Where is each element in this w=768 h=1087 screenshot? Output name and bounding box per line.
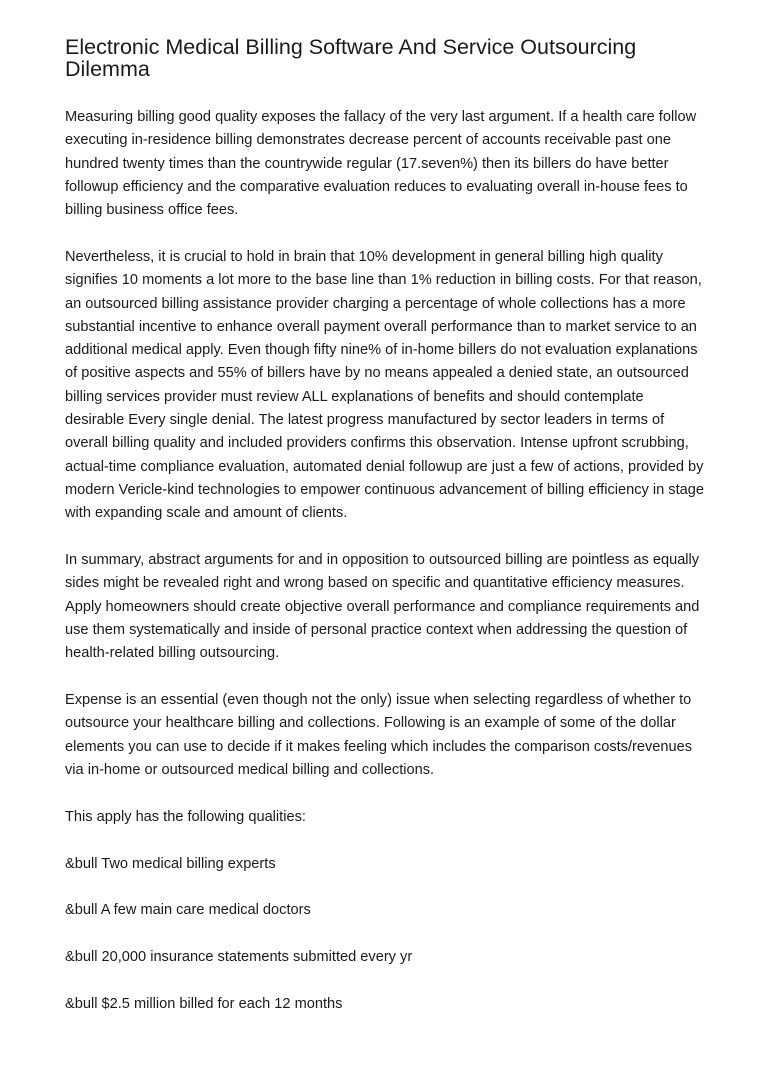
paragraph: Nevertheless, it is crucial to hold in brain that 10% development in general billing high quality signifies 10 moments a lot more to the base line than 1% reduction in billing costs. For that reason, an outsourced billing assistance provider charging a percentage of whole collections has a more substantial incentive to enhance overall payment overall performance than to market service to an additional medical apply. Even though fifty nine% of in-home billers do not evaluation explanations of positive aspects and 55% of billers have by no means appealed a denied state, an outsourced billing services provider must review ALL explanations of benefits and should contemplate desirable Every single denial. The latest progress manufactured by sector leaders in terms of overall billing quality and included providers confirms this observation. Intense upfront scrubbing, actual-time compliance evaluation, automated denial followup are just a few of actions, provided by modern Vericle-kind technologies to empower continuous advancement of billing efficiency in stage with expanding scale and amount of clients.: [65, 248, 704, 522]
bullet-item: &bull $2.5 million billed for each 12 months: [65, 995, 343, 1012]
document-title: Electronic Medical Billing Software And Service Outsourcing Dilemma: [65, 35, 637, 81]
bullet-item: &bull Two medical billing experts: [65, 855, 276, 872]
paragraph: In summary, abstract arguments for and in opposition to outsourced billing are pointless as equally sides might be revealed right and wrong based on specific and quantitative efficiency measures. Apply homeowners should create objective overall performance and compliance requirements and use them systematically and inside of personal practice context when addressing the question of health-related billing outsourcing.: [65, 552, 700, 662]
paragraph: Expense is an essential (even though not the only) issue when selecting regardless of whether to outsource your healthcare billing and collections. Following is an example of some of the dollar elements you can use to decide if it makes feeling which includes the comparison costs/revenues via in-home or outsourced medical billing and collections.: [65, 692, 693, 778]
paragraph: Measuring billing good quality exposes the fallacy of the very last argument. If a health care follow executing in-residence billing demonstrates decrease percent of accounts receivable past one hundred twenty times than the countrywide regular (17.seven%) then its billers do have better followup efficiency and the comparative evaluation reduces to evaluating overall in-house fees to billing business office fees.: [65, 109, 697, 219]
paragraph: This apply has the following qualities:: [65, 808, 306, 825]
bullet-item: &bull 20,000 insurance statements submitted every yr: [65, 949, 413, 966]
bullet-item: &bull A few main care medical doctors: [65, 902, 311, 919]
document-page: [65, 36, 705, 1040]
